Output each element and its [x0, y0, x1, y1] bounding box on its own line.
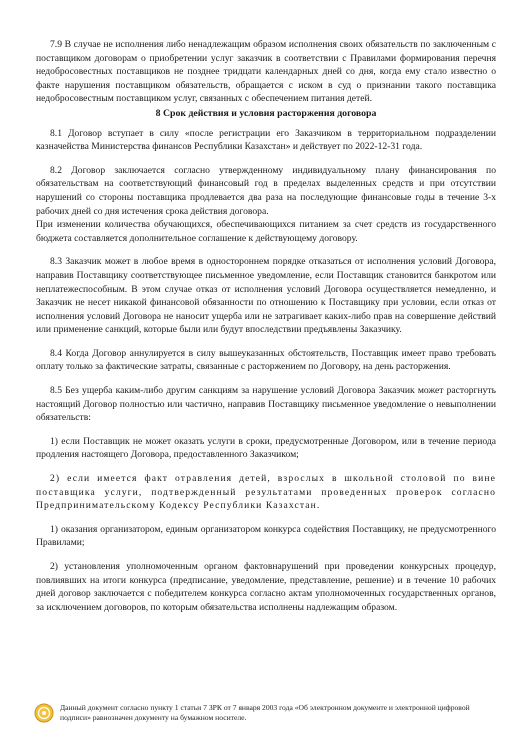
- footer-note: Данный документ согласно пункту 1 статьи 7 ЗРК от 7 января 2003 года «Об электронном документе и электронной цифровой подписи» равнозначен документу на бумажном носителе.: [60, 703, 470, 722]
- list-item-2b: 2) установления уполномоченным органом фактовнарушений при проведении конкурсных процедур, повлиявших на итоги конкурса (предписание, уведомление, представление, решение) и в течение 10 рабочих дней договор заключается с победителем конкурса согласно актам уполномоченных государственных органов, за исключением договоров, по которым обязательства исполнены надлежащим образом.: [36, 561, 496, 613]
- list-item-1: 1) если Поставщик не может оказать услуги в сроки, предусмотренные Договором, или в течение периода продления настоящего Договора, предоставленного Заказчиком;: [36, 435, 496, 461]
- e-signature-seal-icon: [34, 703, 54, 723]
- paragraph-8-2: 8.2 Договор заключается согласно утвержденному индивидуальному плану финансирования по обязательствам на соответствующий финансовый год в пределах выделенных средств и при отсутствии нарушений со стороны поставщика продлевается два раза на последующие финансовые годы в течение 3-х рабочих дней со дня истечения срока действия договора.: [36, 164, 496, 217]
- paragraph-8-5: 8.5 Без ущерба каким-либо другим санкциям за нарушение условий Договора Заказчик может расторгнуть настоящий Договор полностью или частично, направив Поставщику письменное уведомление о невыполнении обязательств:: [36, 385, 496, 424]
- paragraph-7-9: 7.9 В случае не исполнения либо ненадлежащим образом исполнения своих обязательств по заключенным с поставщиком договорам о приобретении услуг заказчик в соответствии с Правилами формирования перечня недобросовестных поставщиков не позднее тридцати календарных дней со дня, когда ему стало известно о факте нарушения поставщиком обязательств, обращается с иском в суд о признании такого поставщика недобросовестным поставщиком услуг, связанных с обеспечением питания детей.: [36, 39, 496, 105]
- paragraph-8-3: 8.3 Заказчик может в любое время в одностороннем порядке отказаться от исполнения условий Договора, направив Поставщику соответствующее письменное уведомление, если Поставщик становится банкротом или неплатежеспособным. В этом случае отказ от исполнения условий Договора осуществляется немедленно, и Заказчик не несет никакой финансовой обязанности по отношению к Поставщику при условии, если отказ от исполнения условий Договора не наносит ущерба или не затрагивает каких-либо прав на совершение действий или применение санкций, которые были или будут впоследствии предъявлены Заказчику.: [36, 256, 496, 336]
- list-item-1b: 1) оказания организатором, единым организатором конкурса содействия Поставщику, не предусмотренного Правилами;: [36, 523, 496, 549]
- paragraph-8-4: 8.4 Когда Договор аннулируется в силу вышеуказанных обстоятельств, Поставщик имеет право требовать оплату только за фактические затраты, связанные с расторжением по Договору, на день расторжения.: [36, 347, 496, 373]
- paragraph-8-1: 8.1 Договор вступает в силу «после регистрации его Заказчиком в территориальном подразделении казначейства Министерства финансов Республики Казахстан» и действует по 2022-12-31 года.: [36, 127, 496, 153]
- footer: [34, 701, 504, 731]
- list-item-2: 2) если имеется факт отравления детей, взрослых в школьной столовой по вине поставщика услуги, подтвержденный результатами проведенных проверок согласно Предпринимательскому Кодексу Республики Казахстан.: [36, 473, 496, 512]
- section-8-title: 8 Срок действия и условия расторжения договора: [155, 107, 377, 119]
- paragraph-8-2-continued: При изменении количества обучающихся, обеспечивающихся питанием за счет средств из государственного бюджета составляется дополнительное соглашение к действующему договору.: [36, 219, 496, 244]
- document-body: [36, 38, 496, 614]
